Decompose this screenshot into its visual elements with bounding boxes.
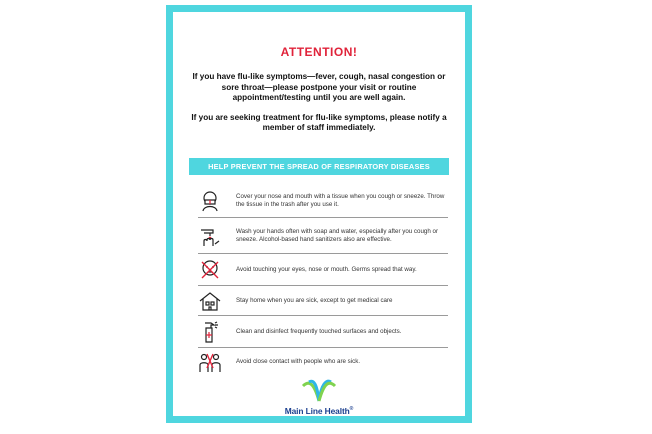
avoid-contact-icon xyxy=(198,350,222,374)
list-item xyxy=(198,218,448,254)
tip-text: Avoid close contact with people who are sick. xyxy=(236,358,361,365)
page-title: ATTENTION! xyxy=(280,45,358,59)
no-face-touching-icon xyxy=(198,258,222,282)
brand-name: Main Line Health® xyxy=(284,406,354,416)
intro-paragraph-treatment: If you are seeking treatment for flu-like symptoms, please notify a member of staff immediately. xyxy=(191,112,447,132)
cough-into-tissue-icon xyxy=(198,189,222,213)
tip-text: Avoid touching your eyes, nose or mouth. Germs spread that way. xyxy=(236,265,417,273)
list-item xyxy=(198,286,448,316)
section-banner: HELP PREVENT THE SPREAD OF RESPIRATORY DISEASES xyxy=(189,158,449,175)
tip-text: Wash your hands often with soap and water, especially after you cough or sneeze. Alcohol-based hand sanitizers also are effective. xyxy=(236,227,439,243)
brand-logo xyxy=(173,377,465,416)
tip-text: Stay home when you are sick, except to get medical care xyxy=(236,296,393,304)
tips-list xyxy=(198,184,448,376)
list-item xyxy=(198,254,448,286)
hand-washing-icon xyxy=(198,224,222,248)
list-item xyxy=(198,184,448,218)
list-item xyxy=(198,316,448,348)
stay-home-icon xyxy=(198,289,222,313)
tip-text: Cover your nose and mouth with a tissue when you cough or sneeze. Throw the tissue in the trash after you use it. xyxy=(236,192,445,208)
main-line-health-logo-icon xyxy=(301,377,337,403)
list-item xyxy=(198,348,448,376)
intro-paragraph-symptoms: If you have flu-like symptoms—fever, cough, nasal congestion or sore throat—please postpone your visit or routine appointment/testing until you are well again. xyxy=(192,72,446,102)
poster xyxy=(166,5,472,423)
disinfectant-spray-icon xyxy=(198,320,222,344)
tip-text: Clean and disinfect frequently touched surfaces and objects. xyxy=(236,327,402,335)
intro-text xyxy=(191,72,447,143)
